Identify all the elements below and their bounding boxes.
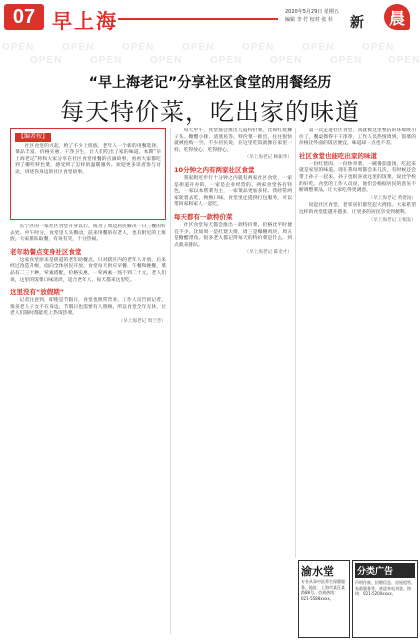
byline: （早上海老记 周兰芳）	[118, 318, 166, 324]
body-paragraph: 每天中午，食堂都会推出几道特价菜，比如红烧狮子头、糖醋小排、清蒸鱼等。特价菜一推出，往往很快就被抢购一空。不少居民说，在这里吃饭就像在家里一样，吃得放心、吃得舒心。	[174, 128, 292, 153]
open-word: OPEN	[30, 55, 63, 66]
article-column-1	[10, 224, 166, 634]
open-word: OPEN	[210, 55, 243, 66]
page-header	[0, 0, 420, 40]
editor-note-tag: 【编者按】	[15, 133, 51, 142]
ad-title: 渝水堂	[301, 565, 334, 578]
open-word: OPEN	[362, 42, 395, 53]
body-paragraph: 记者注意到，即使是节假日，食堂也照常营业。工作人员告诉记者，很多老人子女不在身边，节假日也需要有人照顾。所以食堂全年无休，让老人们随时都能吃上热饭热菜。	[10, 298, 166, 317]
classified-ad-box	[352, 560, 418, 638]
logo-text: 新	[350, 15, 364, 31]
open-word: OPEN	[330, 55, 363, 66]
section-title: 早上海	[52, 9, 118, 33]
editor-note-text: 社区食堂的兴起，给了不少上班族、老年人一个新的用餐选择。菜品丰富、价格实惠、干净卫生，让人们吃出了家的味道。本期“早上海老记”将和大家分享在社区食堂用餐的点滴故事，看看大家都吃到了哪些特色菜，感受到了怎样的温暖服务。欢迎更多读者参与讨论，讲述你身边的社区食堂故事。	[15, 143, 161, 175]
open-word: OPEN	[150, 55, 183, 66]
ad-text: 声明作废、招聘信息、房屋租售、家政服务等，欢迎来电刊登。热线：021-5200xxxx。	[355, 580, 415, 596]
header-meta	[285, 8, 345, 24]
open-word: OPEN	[62, 42, 95, 53]
header-date: 2020年5月29日 星期五	[285, 9, 339, 15]
article-kicker: “早上海老记”分享社区食堂的用餐经历	[88, 75, 332, 91]
body-paragraph: 第一次走进社区食堂，我就被这里整洁的环境吸引住了。餐桌擦得干干净净，工作人员热情周到。饭菜的价格比外面的饭店便宜，味道却一点也不差。	[299, 128, 416, 147]
body-paragraph: 我家附近步行十分钟之内就有两家社区食堂，一家是街道开办的，一家是企业经营的。两家食堂各有特色，一家以本帮菜为主，一家菜品更加多样。我经常两家轮着去吃，换换口味。食堂里还提供打包服务，可以带回家和家人一起吃。	[174, 175, 292, 208]
byline: （早上海老记 王根发）	[368, 217, 416, 223]
logo-badge: 晨	[384, 4, 410, 30]
article-headline: 每天特价菜，吃出家的味道	[60, 98, 360, 126]
open-word: OPEN	[90, 55, 123, 66]
byline: （早上海老记 黄建国）	[368, 195, 416, 201]
open-word: OPEN	[302, 42, 335, 53]
open-watermark-band	[0, 40, 420, 68]
page-number: 07	[4, 4, 44, 30]
column-divider	[170, 128, 171, 634]
body-paragraph: 说起社区食堂，老邻居们都竖起大拇指。大家希望这样的食堂能越开越多，让更多的居民享受到便利。	[299, 203, 416, 215]
section-heading: 每天都有一款特价菜	[174, 212, 233, 221]
byline: （早上海老记 陈金才）	[244, 250, 292, 256]
open-word: OPEN	[2, 42, 35, 53]
body-paragraph: 一份红烧肉、一份炒青菜、一碗番茄蛋汤，吃起来就是家里的味道。现在我每周都会来几次，有时候还会带上孙子一起来。孙子也很喜欢这里的饭菜，说比学校的好吃。食堂的工作人员说，他们会根据居民的意见不断调整菜品，让大家吃得更满意。	[299, 161, 416, 194]
article-column-3	[299, 128, 416, 556]
editor-note-box	[10, 128, 166, 220]
article-column-2	[174, 128, 292, 634]
open-word: OPEN	[270, 55, 303, 66]
ad-text: 专业从事中医养生保健服务，地址：上海市某区某路88号，咨询热线：021-5588xxxx。	[301, 579, 345, 601]
advertisement-box	[298, 560, 350, 638]
byline: （早上海老记 顾振华）	[244, 155, 292, 161]
body-paragraph: 这家食堂原来是街道的老年助餐点，只对辖区内的老年人开放。后来经过改造升级，面向全体居民开放。食堂每天供应早餐、午餐和晚餐，菜品有二三十种，荤素搭配，价格实惠，一荤两素一汤不到二十元。老人们说，这里的饭菜口味清淡，适合老年人，每天都来这里吃。	[10, 257, 166, 283]
section-heading: 老年助餐点变身社区食堂	[10, 247, 82, 256]
intro-paragraph: 长宁区的一家社区食堂开业以后，成为了周边居民解决一日三餐的好去处。中午时分，食堂里人头攒动，前来用餐的有老人，也有附近的上班族。大家排队取餐，有说有笑，十分热闹。	[10, 224, 166, 243]
newspaper-logo	[350, 4, 414, 32]
open-word: OPEN	[182, 42, 215, 53]
section-heading: 社区食堂也能吃出家的味道	[299, 151, 377, 160]
open-word: OPEN	[122, 42, 155, 53]
open-word: OPEN	[388, 55, 420, 66]
section-heading: 这里没有“放假期”	[10, 288, 65, 297]
open-word: OPEN	[242, 42, 275, 53]
section-heading: 10分钟之内有两家社区食堂	[174, 165, 255, 174]
ad-title: 分类广告	[355, 563, 415, 578]
body-paragraph: 社区食堂每天都会推出一款特价菜，价格比平时便宜不少。比如周一是红烧大排，周三是咖喱鸡块，周五是糖醋带鱼。很多老人都记得每天的特价菜是什么，到点就来排队。	[174, 222, 292, 248]
header-rule	[118, 18, 278, 20]
column-divider	[295, 128, 296, 558]
header-editors: 编辑 李 竹 校对 张 杉	[285, 17, 333, 23]
